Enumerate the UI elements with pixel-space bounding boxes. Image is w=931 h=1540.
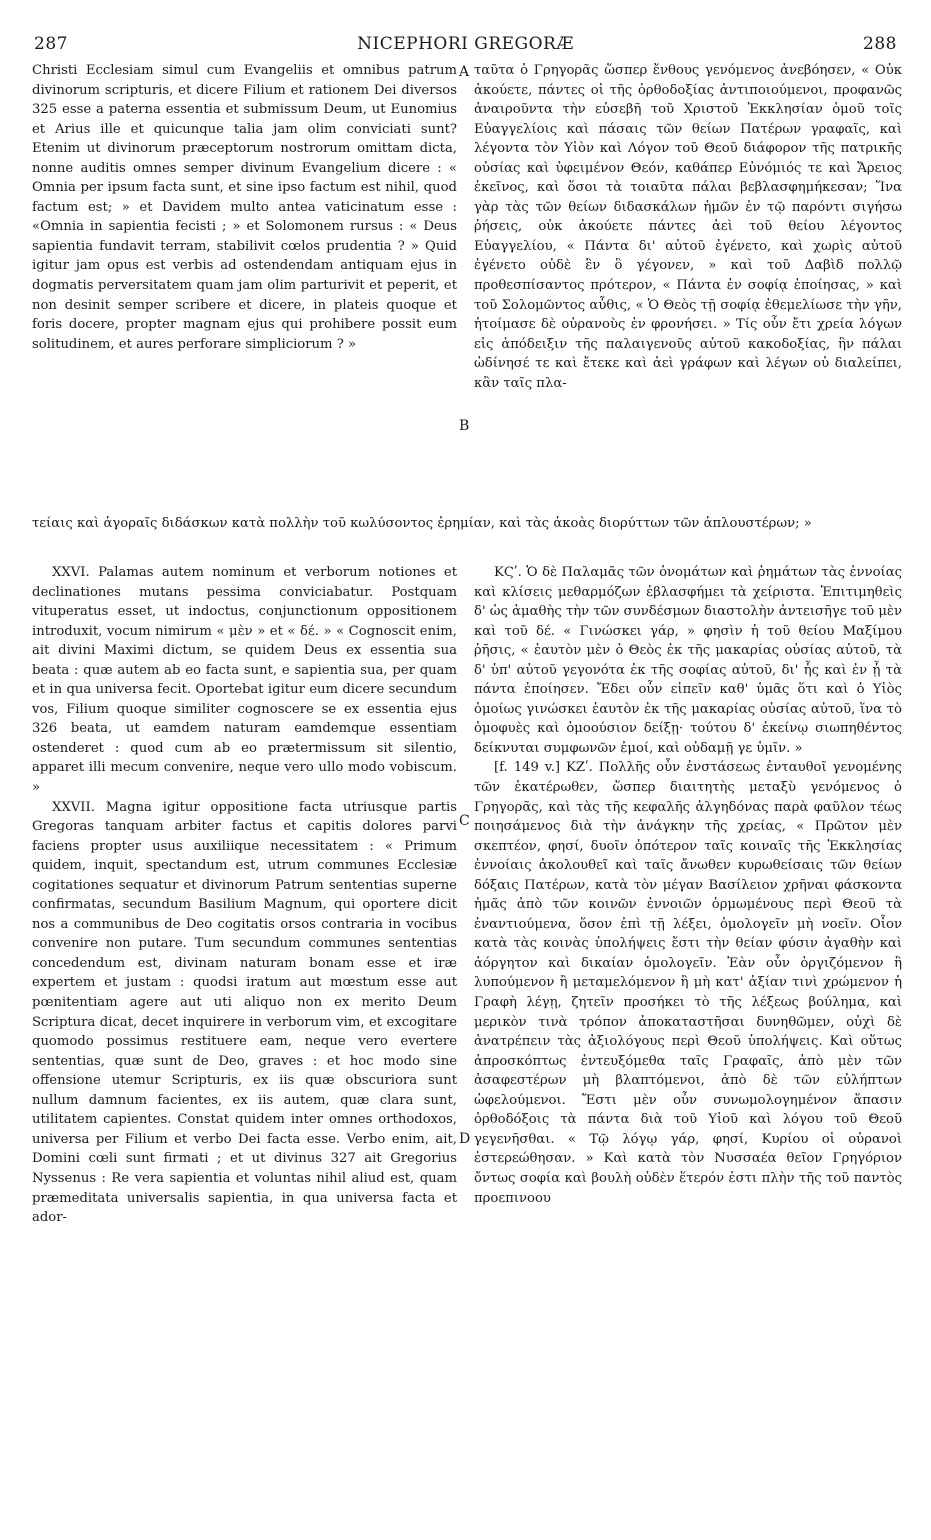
margin-letter-b: B: [459, 418, 470, 434]
greek-section-27: [f. 149 v.] ΚΖʹ. Πολλῆς οὖν ἐνστάσεως ἐνταυθοῖ γενομένης τῶν ἑκατέρωθεν, ὥσπερ διαιτητὴς μεταξὺ γενόμενος ὁ Γρηγορᾶς, καὶ τὰς τῆς κεφαλῆς ἀλγηδόνας παρὰ φαῦλον τέως ποιησάμενος διὰ τὴν ἀνάγκην τῆς χρείας, « Πρῶτον μὲν σκεπτέον, φησί, δυοῖν ὁπότερον ταῖς κοιναῖς τῆς Ἐκκλησίας ἐννοίαις ἀκολουθεῖ καὶ ταῖς ἄνωθεν κυρωθείσαις τῶν θείων δόξαις Πατέρων, κατὰ τὸν μέγαν Βασίλειον χρῆναι φάσκοντα ἡμᾶς ἀπὸ τῶν κοινῶν ἐννοιῶν ὁρμωμένους περὶ Θεοῦ τὰ ἐναντιούμενα, ὅσον ἐπὶ τῇ λέξει, ὁμολογεῖν μὴ νοεῖν. Οἷον κατὰ τὰς κοινὰς ὑπολήψεις ἔστι τὴν θείαν φύσιν ἀγαθὴν καὶ ἀόργητον καὶ δικαίαν ὁμολογεῖν. Ἐὰν οὖν ὀργιζόμενον ἢ λυπούμενον ἢ μεταμελόμενον ἢ μὴ κατ' ἀξίαν τινὶ χρώμενον ἡ Γραφὴ λέγῃ, ζητεῖν προσήκει τὸ τῆς λέξεως βούλημα, καὶ μερικὸν τινὰ τρόπον ἀποκαταστῆσαι δυνηθῶμεν, οὐχὶ δὲ ἀνατρέπειν τὰς ἀξιολόγους περὶ Θεοῦ ὑπολήψεις. Καὶ οὕτως ἀπροσκόπτως ἐντευξόμεθα ταῖς Γραφαῖς, ἀπὸ μὲν τῶν ἀσαφεστέρων μὴ βλαπτόμενοι, ἀπὸ δὲ τῶν εὐλήπτων ὠφελούμενοι. Ἔστι μὲν οὖν συνωμολογημένον ἅπασιν ὀρθοδόξοις τὰ πάντα διὰ τοῦ Υἱοῦ καὶ λόγου τοῦ Θεοῦ γεγενῆσθαι. « Τῷ λόγῳ γάρ, φησί, Κυρίου οἱ οὐρανοὶ ἐστερεώθησαν. » Καὶ κατὰ τὸν Νυσσαέα θεῖον Γρηγόριον ὄντως σοφία καὶ βουλὴ οὐδὲν ἕτερόν ἐστι πλὴν τῆς τοῦ παντὸς προεπινοου: [474, 760, 902, 1206]
full-width-text: τείαις καὶ ἀγοραῖς διδάσκων κατὰ πολλὴν τοῦ κωλύσοντος ἐρημίαν, καὶ τὰς ἀκοὰς διορύττων τῶν ἁπλουστέρων; »: [32, 516, 812, 531]
greek-column-top: [474, 61, 902, 515]
greek-full-width-line: [32, 514, 902, 560]
margin-letter-d: D: [459, 1131, 471, 1147]
greek-section-26: ΚϚʹ. Ὁ δὲ Παλαμᾶς τῶν ὀνομάτων καὶ ῥημάτων τὰς ἐννοίας καὶ κλίσεις μεθαρμόζων ἐβλασφήμει τὰ χείριστα. Ἐπιτιμηθεὶς δ' ὡς ἀμαθὴς τὴν τῶν συνδέσμων διαστολὴν ἀντεισῆγε τοῦ μὲν καὶ τοῦ δέ. « Γινώσκει γάρ, » φησὶν ἡ τοῦ θείου Μαξίμου ῥῆσις, « ἑαυτὸν μὲν ὁ Θεὸς ἐκ τῆς μακαρίας οὐσίας αὐτοῦ, τὰ δ' ὑπ' αὐτοῦ γεγονότα ἐκ τῆς σοφίας αὐτοῦ, δι' ἧς καὶ ἐν ᾗ τὰ πάντα ἐποίησεν. Ἔδει οὖν εἰπεῖν καθ' ὑμᾶς ὅτι καὶ ὁ Υἱὸς ὁμοίως γινώσκει ἑαυτὸν ἐκ τῆς μακαρίας οὐσίας αὐτοῦ, ἵνα τὸ ὁμοφυὲς καὶ ὁμοούσιον δείξῃ· τούτου δ' ἐκείνῳ σιωπηθέντος δείκνυται συμφωνῶν ἐμοί, καὶ οὐδαμῇ γε ὑμῖν. »: [474, 565, 902, 756]
latin-section-27: XXVII. Magna igitur oppositione facta utriusque partis Gregoras tanquam arbiter factus et capitis dolores parvi faciens propter usus auxiliique necessitatem : « Primum quidem, inquit, spectandum est, utrum communes Ecclesiæ cogitationes sequatur et divinorum Patrum sententias superne confirmatas, secundum Basilium Magnum, qui oportere dicit nos a communibus de Deo cogitatis orsos contraria in vocibus convenire non putare. Tum secundum communes sententias concedendum est, divinam naturam bonam esse et iræ expertem et justam : quodsi iratum aut mœstum esse aut pœnitentiam agere aut uti aliquo non ex merito Deum Scriptura dicat, decet inquirere in verborum vim, et excogitare quomodo possimus restituere eam, neque vero evertere sententias, quæ sunt de Deo, graves : et hoc modo sine offensione utemur Scripturis, ex iis quæ obscuriora sunt nullum damnum facientes, ex iis autem, quæ clara sunt, utilitatem capientes. Constat quidem inter omnes orthodoxos, universa per Filium et verbo Dei facta esse. Verbo enim, ait, Domini cœli sunt firmati ; et ut divinus 327 ait Gregorius Nyssenus : Re vera sapientia et voluntas nihil aliud est, quam præmeditata universalis sapientia, in qua universa facta et ador-: [32, 799, 457, 1226]
running-header: [34, 34, 897, 56]
latin-column-bottom: [32, 563, 457, 1498]
running-title: NICEPHORI GREGORÆ: [357, 34, 574, 54]
right-page-number: 288: [863, 34, 897, 54]
greek-column-bottom: [474, 563, 902, 1498]
latin-column-top: [32, 61, 457, 515]
left-page-number: 287: [34, 34, 68, 54]
latin-top-text: Christi Ecclesiam simul cum Evangeliis et omnibus patrum divinorum scripturis, et dicere Filium et rationem Dei diversos 325 esse a paterna essentia et submissum Deum, ut Eunomius et Arius ille et quicunque talia jam olim conviciati sunt? Etenim ut divinorum præceptorum nostrorum omittam dicta, nonne auditis omnes semper divinum Evangelium dicere : « Omnia per ipsum facta sunt, et sine ipso factum est nihil, quod factum est; » et Davidem multo antea vaticinatum esse : «Omnia in sapientia fecisti ; » et Solomonem rursus : « Deus sapientia fundavit terram, stabilivit cœlos prudentia ? » Quid igitur jam opus est verbis ad ostendendam antiquam ejus in dogmatis perversitatem quam jam olim parturivit et peperit, et non desinit semper scribere et dicere, in plateis quoque et foris docere, propter magnam ejus qui prohibere possit eum solitudinem, et aures perforare simpliciorum ? »: [32, 63, 457, 352]
margin-letter-a: A: [459, 64, 470, 80]
latin-section-26: XXVI. Palamas autem nominum et verborum notiones et declinationes mutans pessima conviciabatur. Postquam vituperatus esset, ut indoctus, conjunctionum oppositionem introduxit, vocum nimirum « μὲν » et « δέ. » « Cognoscit enim, ait divini Maximi dictum, se quidem Deus ex essentia sua beata : quæ autem ab eo facta sunt, e sapientia sua, per quam et in qua universa fecit. Oportebat igitur eum dicere secundum vos, Filium quoque similiter cognoscere se ex essentia ejus 326 beata, ut eamdem naturam eamdemque essentiam ostenderet : quod cum ab eo prætermissum sit silentio, apparet illi mecum convenire, neque vero ullo modo vobiscum. »: [32, 565, 457, 796]
greek-top-text: ταῦτα ὁ Γρηγορᾶς ὥσπερ ἔνθους γενόμενος ἀνεβόησεν, « Οὐκ ἀκούετε, πάντες οἱ τῆς ὀρθοδοξίας ἀντιποιούμενοι, προφανῶς ἀναιροῦντα τὴν εὐσεβῆ τοῦ Χριστοῦ Ἐκκλησίαν ὁμοῦ τοῖς Εὐαγγελίοις καὶ πάσαις τῶν θείων Πατέρων γραφαῖς, καὶ λέγοντα τὸν Υἱὸν καὶ Λόγον τοῦ Θεοῦ διάφορον τῆς πατρικῆς οὐσίας καὶ ὑφειμένον Θεόν, καθάπερ Εὐνόμιός τε καὶ Ἄρειος ἐκεῖνος, καὶ ὅσοι τὰ τοιαῦτα πάλαι βεβλασφημήκεσαν; Ἵνα γὰρ τὰς τῶν θείων διδασκάλων ἡμῶν ἐν τῷ παρόντι σιγήσω ῥήσεις, οὐκ ἀκούετε πάντες ἀεὶ τοῦ θείου λέγοντος Εὐαγγελίου, « Πάντα δι' αὐτοῦ ἐγένετο, καὶ χωρὶς αὐτοῦ ἐγένετο οὐδὲ ἓν ὃ γέγονεν, » καὶ τοῦ Δαβὶδ πολλῷ προθεσπίσαντος πρότερον, « Πάντα ἐν σοφίᾳ ἐποίησας, » καὶ τοῦ Σολομῶντος αὖθις, « Ὁ Θεὸς τῇ σοφίᾳ ἐθεμελίωσε τὴν γῆν, ἡτοίμασε δὲ οὐρανοὺς ἐν φρονήσει. » Τίς οὖν ἔτι χρεία λόγων εἰς ἀπόδειξιν τῆς παλαιγενοῦς αὐτοῦ κακοδοξίας, ἣν πάλαι ὠδίνησέ τε καὶ ἔτεκε καὶ ἀεὶ γράφων καὶ λέγων οὐ διαλείπει, κἂν ταῖς πλα-: [474, 63, 902, 391]
margin-letter-c: C: [459, 813, 470, 829]
